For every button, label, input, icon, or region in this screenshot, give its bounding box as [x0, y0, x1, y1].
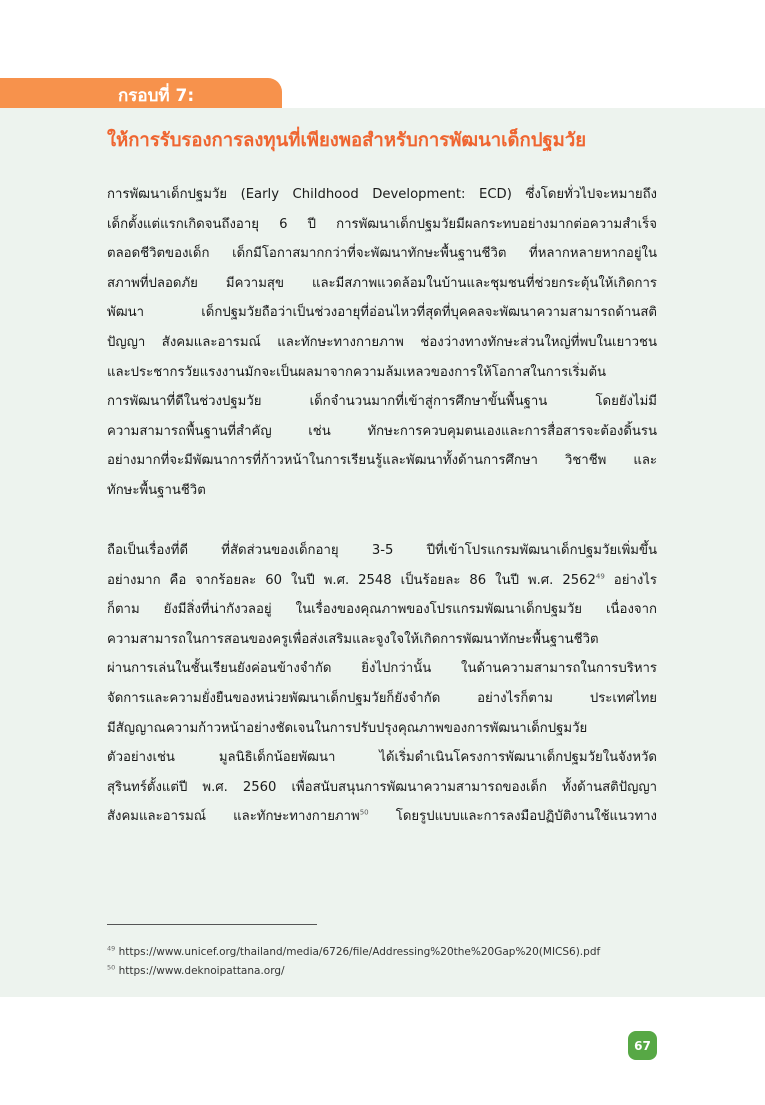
text-segment: โดยรูปแบบและการลงมือปฏิบัติงานใช้แนวทาง	[368, 809, 657, 825]
paragraph-line: อย่างมากที่จะมีพัฒนาการที่ก้าวหน้าในการเรียนรู้และพัฒนาทั้งด้านการศึกษา วิชาชีพ และ	[107, 453, 657, 469]
footnote-ref: 49	[595, 572, 605, 581]
page-number-badge	[628, 1031, 657, 1060]
paragraph-line: การพัฒนาเด็กปฐมวัย (Early Childhood Development: ECD) ซึ่งโดยทั่วไปจะหมายถึง	[107, 187, 657, 202]
paragraph-1	[107, 180, 657, 506]
box-label: กรอบที่ 7:	[118, 86, 195, 106]
box-title: ให้การรับรองการลงทุนที่เพียงพอสำหรับการพัฒนาเด็กปฐมวัย	[107, 130, 587, 151]
paragraph-line: จัดการและความยั่งยืนของหน่วยพัฒนาเด็กปฐมวัยก็ยังจำกัด อย่างไรก็ตาม ประเทศไทย	[107, 690, 657, 706]
footnote-divider	[107, 924, 317, 925]
footnote-link[interactable]: https://www.deknoipattana.org/	[118, 965, 285, 977]
paragraph-line: ทักษะพื้นฐานชีวิต	[107, 482, 206, 498]
footnote-49	[107, 946, 600, 958]
paragraph-line: ผ่านการเล่นในชั้นเรียนยังค่อนข้างจำกัด ยิ่งไปกว่านั้น ในด้านความสามารถในการบริหาร	[107, 661, 657, 677]
text-segment: อย่างมาก คือ จากร้อยละ 60 ในปี พ.ศ. 2548 เป็นร้อยละ 86 ในปี พ.ศ. 2562	[107, 572, 596, 588]
footnote-50	[107, 965, 285, 977]
paragraph-line: ปัญญา สังคมและอารมณ์ และทักษะทางกายภาพ ช่องว่างทางทักษะส่วนใหญ่ที่พบในเยาวชน	[107, 334, 657, 350]
paragraph-2	[107, 536, 657, 832]
text-segment: สังคมและอารมณ์ และทักษะทางกายภาพ	[107, 809, 360, 825]
paragraph-line: เด็กตั้งแต่แรกเกิดจนถึงอายุ 6 ปี การพัฒนาเด็กปฐมวัยมีผลกระทบอย่างมากต่อความสำเร็จ	[107, 216, 657, 232]
footnote-number: 49	[107, 944, 116, 953]
footnote-link[interactable]: https://www.unicef.org/thailand/media/6726/file/Addressing%20the%20Gap%20(MICS6).pdf	[118, 946, 601, 958]
paragraph-line: มีสัญญาณความก้าวหน้าอย่างชัดเจนในการปรับปรุงคุณภาพของการพัฒนาเด็กปฐมวัย	[107, 720, 588, 736]
paragraph-line: ก็ตาม ยังมีสิ่งที่น่ากังวลอยู่ ในเรื่องของคุณภาพของโปรแกรมพัฒนาเด็กปฐมวัย เนื่องจาก	[107, 602, 657, 618]
paragraph-line: ตลอดชีวิตของเด็ก เด็กมีโอกาสมากกว่าที่จะพัฒนาทักษะพื้นฐานชีวิต ที่หลากหลายหากอยู่ใน	[107, 246, 657, 262]
paragraph-line: ตัวอย่างเช่น มูลนิธิเด็กน้อยพัฒนา ได้เริ่มดำเนินโครงการพัฒนาเด็กปฐมวัยในจังหวัด	[107, 750, 657, 766]
page-number: 67	[634, 1038, 651, 1053]
paragraph-line: การพัฒนาที่ดีในช่วงปฐมวัย เด็กจำนวนมากที่เข้าสู่การศึกษาขั้นพื้นฐาน โดยยังไม่มี	[107, 394, 657, 410]
paragraph-line: สุรินทร์ตั้งแต่ปี พ.ศ. 2560 เพื่อสนับสนุนการพัฒนาความสามารถของเด็ก ทั้งด้านสติปัญญา	[107, 779, 657, 795]
paragraph-line: พัฒนา เด็กปฐมวัยถือว่าเป็นช่วงอายุที่อ่อนไหวที่สุดที่บุคคลจะพัฒนาความสามารถด้านสติ	[107, 305, 657, 321]
footnote-number: 50	[107, 963, 116, 972]
box-label-tab	[0, 78, 282, 108]
paragraph-line: และประชากรวัยแรงงานมักจะเป็นผลมาจากความล้มเหลวของการให้โอกาสในการเริ่มต้น	[107, 364, 607, 380]
paragraph-line-with-footnote	[107, 566, 657, 596]
text-segment: อย่างไร	[604, 572, 657, 588]
paragraph-line: ความสามารถพื้นฐานที่สำคัญ เช่น ทักษะการควบคุมตนเองและการสื่อสารจะต้องดิ้นรน	[107, 423, 657, 439]
paragraph-line: ถือเป็นเรื่องที่ดี ที่สัดส่วนของเด็กอายุ 3-5 ปีที่เข้าโปรแกรมพัฒนาเด็กปฐมวัยเพิ่มขึ้น	[107, 543, 657, 558]
footnote-ref: 50	[359, 808, 369, 817]
paragraph-line: ความสามารถในการสอนของครูเพื่อส่งเสริมและจูงใจให้เกิดการพัฒนาทักษะพื้นฐานชีวิต	[107, 631, 599, 647]
paragraph-line-with-footnote	[107, 802, 657, 832]
paragraph-line: สภาพที่ปลอดภัย มีความสุข และมีสภาพแวดล้อมในบ้านและชุมชนที่ช่วยกระตุ้นให้เกิดการ	[107, 275, 657, 291]
